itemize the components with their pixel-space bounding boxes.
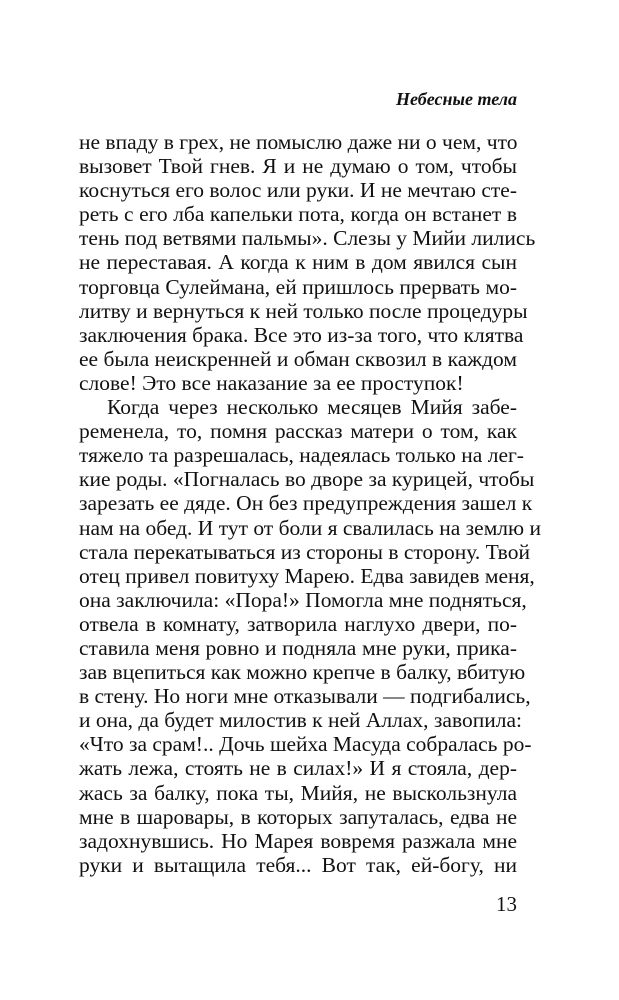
text-line: слове! Это все наказание за ее проступок! — [79, 370, 464, 395]
text-line: зарезать ее дяде. Он без предупреждения зашел к — [79, 491, 533, 516]
text-line: руки и вытащила тебя... Вот так, ей-богу, ни — [79, 852, 517, 877]
text-line: нам на обед. И тут от боли я свалилась на землю и — [79, 515, 541, 540]
running-title: Небесные тела — [396, 89, 517, 109]
text-line: она заключила: «Пора!» Помогла мне подняться, — [79, 587, 527, 612]
text-line: отец привел повитуху Марею. Едва завидев меня, — [79, 563, 535, 588]
text-line: литву и вернуться к ней только после процедуры — [79, 298, 528, 323]
text-line: жась за балку, пока ты, Мийя, не выскользнула — [79, 780, 517, 805]
text-line: отвела в комнату, затворила наглухо двери, по- — [79, 611, 517, 636]
text-line: торговца Сулеймана, ей пришлось прервать мо- — [79, 274, 517, 299]
text-line: мне в шаровары, в которых запуталась, едва не — [79, 804, 517, 829]
text-line: Когда через несколько месяцев Мийя забе- — [107, 395, 517, 420]
text-line: ее была неискренней и обман сквозил в каждом — [79, 346, 517, 371]
text-line: стала перекатываться из стороны в сторону. Твой — [79, 539, 530, 564]
text-line: тень под ветвями пальмы». Слезы у Мийи лились — [79, 226, 536, 251]
text-line: зав вцепиться как можно крепче в балку, вбитую — [79, 660, 526, 685]
text-line: коснуться его волос или руки. И не мечтаю сте- — [79, 178, 517, 203]
text-line: тяжело та разрешалась, надеялась только на лег- — [79, 443, 524, 468]
text-line: заключения брака. Все это из-за того, что клятва — [79, 322, 524, 347]
text-line: ставила меня ровно и подняла мне руки, прика- — [79, 635, 517, 660]
text-line: реть с его лба капельки пота, когда он встанет в — [79, 202, 517, 227]
page-number: 13 — [496, 892, 517, 916]
text-line: не переставая. А когда к ним в дом явился сын — [79, 250, 517, 275]
text-line: и она, да будет милостив к ней Аллах, завопила: — [79, 708, 522, 733]
text-line: кие роды. «Погналась во дворе за курицей, чтобы — [79, 467, 535, 492]
paragraph-2 — [79, 395, 541, 877]
text-line: в стену. Но ноги мне отказывали — подгибались, — [79, 684, 531, 709]
text-line: жать лежа, стоять не в силах!» И я стояла, дер- — [79, 756, 517, 781]
text-line: не впаду в грех, не помыслю даже ни о чем, что — [79, 130, 518, 154]
text-line: задохнувшись. Но Марея вовремя разжала мне — [79, 828, 517, 853]
text-line: вызовет Твой гнев. Я и не думаю о том, чтобы — [79, 154, 517, 179]
paragraph-1 — [79, 130, 536, 395]
body-text — [79, 130, 541, 877]
text-line: ременела, то, помня рассказ матери о том, как — [79, 419, 517, 444]
text-line: «Что за срам!.. Дочь шейха Масуда собралась ро- — [79, 732, 532, 757]
